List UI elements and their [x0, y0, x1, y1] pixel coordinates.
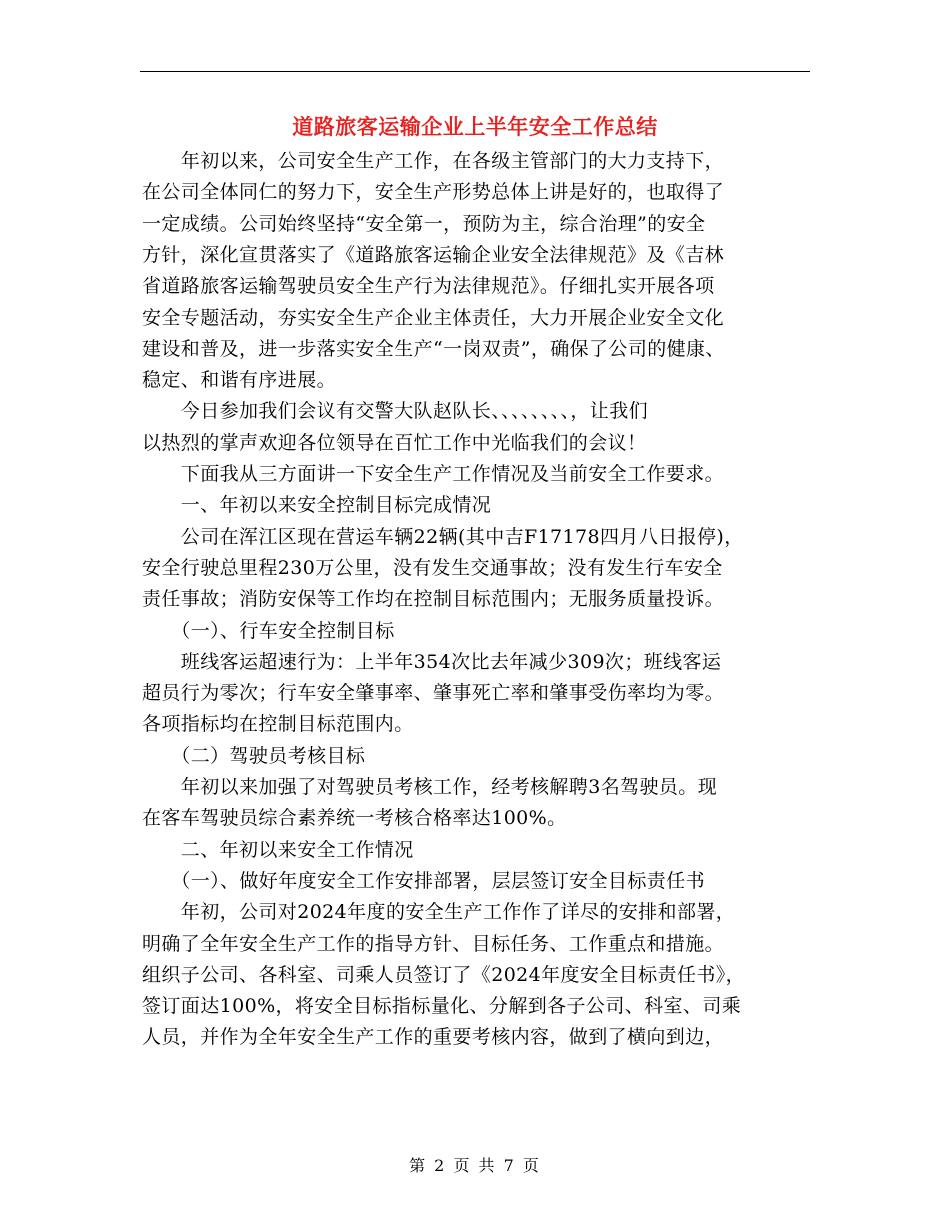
body-line: 责任事故；消防安保等工作均在控制目标范围内；无服务质量投诉。 — [142, 588, 725, 610]
body-line: 年初，公司对2024年度的安全生产工作作了详尽的安排和部署， — [142, 901, 736, 923]
body-line: 建设和普及，进一步落实安全生产“一岗双责”，确保了公司的健康、 — [142, 338, 725, 360]
body-line: 方针，深化宣贯落实了《道路旅客运输企业安全法律规范》及《吉林 — [142, 244, 725, 266]
body-line: 一定成绩。公司始终坚持“安全第一，预防为主，综合治理”的安全 — [142, 213, 706, 235]
body-line: 年初以来，公司安全生产工作，在各级主管部门的大力支持下， — [142, 150, 725, 172]
body-line: 以热烈的掌声欢迎各位领导在百忙工作中光临我们的会议！ — [142, 432, 647, 454]
body-line: （二）驾驶员考核目标 — [142, 745, 366, 767]
body-line: （一）、行车安全控制目标 — [142, 620, 395, 642]
body-line: 在客车驾驶员综合素养统一考核合格率达100%。 — [142, 807, 567, 829]
body-line: 年初以来加强了对驾驶员考核工作，经考核解聘3名驾驶员。现 — [142, 776, 718, 798]
body-line: 公司在浑江区现在营运车辆22辆(其中吉F17178四月八日报停)， — [142, 526, 744, 548]
body-line: 超员行为零次；行车安全肇事率、肇事死亡率和肇事受伤率均为零。 — [142, 682, 725, 704]
body-line: 二、年初以来安全工作情况 — [142, 839, 414, 861]
body-line: 安全专题活动，夯实安全生产企业主体责任，大力开展企业安全文化 — [142, 307, 725, 329]
body-line: 稳定、和谐有序进展。 — [142, 369, 337, 391]
body-line: 省道路旅客运输驾驶员安全生产行为法律规范》。仔细扎实开展各项 — [142, 275, 715, 297]
document-title: 道路旅客运输企业上半年安全工作总结 — [292, 114, 658, 139]
body-line: 各项指标均在控制目标范围内。 — [142, 713, 414, 735]
body-line: 签订面达100%，将安全目标指标量化、分解到各子公司、科室、司乘 — [142, 995, 742, 1017]
body-line: 今日参加我们会议有交警大队赵队长、、、、、、、、，让我们 — [142, 400, 649, 422]
body-line: 组织子公司、各科室、司乘人员签订了《2024年度安全目标责任书》， — [142, 964, 746, 986]
body-line: 下面我从三方面讲一下安全生产工作情况及当前安全工作要求。 — [142, 463, 725, 485]
body-line: 明确了全年安全生产工作的指导方针、目标任务、工作重点和措施。 — [142, 933, 725, 955]
body-line: 在公司全体同仁的努力下，安全生产形势总体上讲是好的，也取得了 — [142, 181, 725, 203]
body-line: （一）、做好年度安全工作安排部署，层层签订安全目标责任书 — [142, 870, 706, 892]
body-line: 人员，并作为全年安全生产工作的重要考核内容，做到了横向到边， — [142, 1026, 725, 1048]
body-line: 班线客运超速行为：上半年354次比去年减少309次；班线客运 — [142, 651, 722, 673]
page-indicator: 第 2 页 共 7 页 — [409, 1156, 541, 1175]
body-line: 一、年初以来安全控制目标完成情况 — [142, 494, 492, 516]
header-rule — [140, 71, 810, 72]
body-line: 安全行驶总里程230万公里，没有发生交通事故；没有发生行车安全 — [142, 557, 723, 579]
